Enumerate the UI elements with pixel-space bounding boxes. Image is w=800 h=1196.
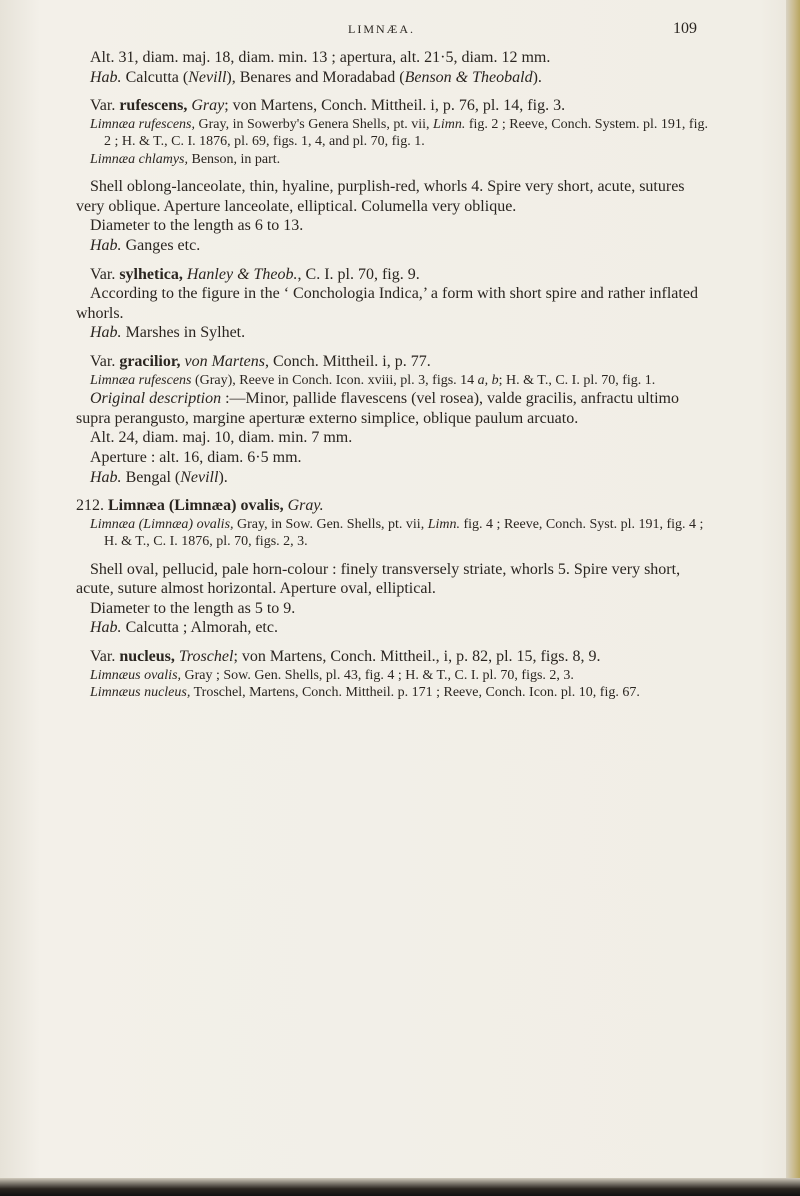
paragraph-b20 (76, 560, 716, 599)
text-run: Benson & Theobald (404, 68, 533, 86)
text-run: Troschel, Martens, Conch. Mittheil. p. 171 ; Reeve, Conch. Icon. pl. 10, fig. 67. (190, 685, 640, 701)
paragraph-b21 (76, 599, 716, 619)
paragraph-b4 (76, 116, 716, 151)
text-run: Original description (90, 390, 222, 408)
page-body (76, 48, 716, 702)
text-run: Troschel (178, 648, 234, 666)
text-run: Benson, in part. (188, 151, 281, 167)
text-run: Diameter to the length as 6 to 13. (90, 217, 304, 235)
paragraph-b13 (76, 372, 716, 390)
text-run: Limnæa (Limnæa) ovalis, (108, 497, 284, 515)
text-run: ; H. & T., C. I. pl. 70, fig. 1. (498, 372, 656, 388)
text-run: ). (532, 68, 542, 86)
text-run: Var. (90, 353, 120, 371)
text-run: Marshes in Sylhet. (121, 324, 246, 342)
running-head: LIMNÆA. (348, 22, 415, 36)
text-run: According to the figure in the ‘ Conchologia Indica,’ a form with short spire and rather inflated whorls. (76, 285, 698, 322)
text-run: Limn. (433, 116, 466, 132)
text-run: :—Minor, pallide flavescens (vel rosea), valde gracilis, anfractu ultimo supra perangusto, margine aperturæ externo simplice, oblique paulum arcuato. (76, 390, 679, 427)
text-run: Limnæa rufescens (90, 372, 192, 388)
paragraph-b24 (76, 667, 716, 685)
text-run: nucleus, (119, 648, 175, 666)
text-run: , C. I. pl. 70, fig. 9. (297, 265, 420, 283)
paragraph-b11 (76, 323, 716, 343)
paragraph-b8 (76, 236, 716, 256)
paragraph-b3 (76, 96, 716, 116)
text-run: Limn. (427, 516, 460, 532)
paragraph-b5 (76, 151, 716, 169)
text-run: a, b (477, 372, 499, 388)
text-run: Gray. (287, 497, 324, 515)
text-run: fig. 4 ; Reeve, Conch. Syst. pl. 191, fig. 4 ; H. & T., C. I. 1876, pl. 70, figs. 2, 3. (104, 516, 704, 550)
text-run: Calcutta ; Almorah, etc. (121, 619, 278, 637)
paragraph-b14 (76, 389, 716, 428)
text-run: Shell oblong-lanceolate, thin, hyaline, purplish-red, whorls 4. Spire very short, acute, sutures very oblique. Aperture lanceolate, elliptical. Columella very oblique. (76, 178, 685, 215)
text-run: Ganges etc. (121, 237, 201, 255)
paragraph-b10 (76, 284, 716, 323)
paragraph-b2 (76, 68, 716, 88)
paragraph-b7 (76, 216, 716, 236)
text-run: ; von Martens, Conch. Mittheil. i, p. 76, pl. 14, fig. 3. (224, 97, 566, 115)
text-run: Hab. (90, 237, 122, 255)
paragraph-b16 (76, 448, 716, 468)
paragraph-b19 (76, 516, 716, 551)
text-run: Var. (90, 97, 120, 115)
paragraph-b15 (76, 428, 716, 448)
text-run: Var. (90, 648, 120, 666)
text-run: ). (218, 468, 228, 486)
text-run: Aperture : alt. 16, diam. 6·5 mm. (90, 448, 302, 466)
text-run: ), Benares and Moradabad ( (226, 68, 405, 86)
text-run: Var. (90, 265, 120, 283)
text-run: fig. 2 ; Reeve, Conch. System. pl. 191, fig. 2 ; H. & T., C. I. 1876, pl. 69, figs. 1, 4, and pl. 70, fig. 1. (104, 116, 708, 150)
text-run: Shell oval, pellucid, pale horn-colour : finely transversely striate, whorls 5. Spire very short, acute, suture almost horizontal. Aperture oval, elliptical. (76, 560, 681, 598)
paragraph-b17 (76, 468, 716, 488)
paragraph-b9 (76, 265, 716, 285)
text-run: Nevill (180, 468, 219, 486)
page-edge-right (786, 0, 800, 1196)
text-run: Limnæa (Limnæa) ovalis, (90, 516, 234, 532)
text-run: Limnæa chlamys, (90, 151, 188, 167)
paragraph-b12 (76, 352, 716, 372)
page-number: 109 (673, 20, 697, 37)
text-run: Limnæus nucleus, (90, 685, 191, 701)
text-run: , Conch. Mittheil. i, p. 77. (264, 353, 431, 371)
paragraph-b22 (76, 618, 716, 638)
text-run: Diameter to the length as 5 to 9. (90, 599, 296, 617)
text-run: Calcutta ( (121, 68, 189, 86)
text-run: Gray, in Sow. Gen. Shells, pt. vii, (233, 516, 428, 532)
text-run: Alt. 24, diam. maj. 10, diam. min. 7 mm. (90, 429, 353, 447)
paragraph-b25 (76, 684, 716, 702)
text-run: von Martens (184, 353, 265, 371)
text-run: Hanley & Theob. (186, 265, 298, 283)
text-run: Bengal ( (121, 468, 181, 486)
text-run: Nevill (188, 68, 227, 86)
page-header (0, 22, 800, 44)
paragraph-b1 (76, 48, 716, 68)
text-run: rufescens, (119, 97, 188, 115)
paragraph-b23 (76, 647, 716, 667)
text-run: Limnæa rufescens, (90, 116, 195, 132)
text-run: gracilior, (119, 353, 181, 371)
text-run: Gray, in Sowerby's Genera Shells, pt. vii, (195, 116, 434, 132)
text-run: Hab. (90, 324, 122, 342)
text-run: 212. (76, 497, 108, 515)
paragraph-b6 (76, 177, 716, 216)
paragraph-b18 (76, 496, 716, 516)
text-run: Limnæus ovalis, (90, 667, 182, 683)
text-run: (Gray), Reeve in Conch. Icon. xviii, pl. 3, figs. 14 (191, 372, 478, 388)
text-run: Hab. (90, 619, 122, 637)
text-run: Gray (191, 97, 225, 115)
text-run: Gray ; Sow. Gen. Shells, pl. 43, fig. 4 ; H. & T., C. I. pl. 70, figs. 2, 3. (181, 667, 574, 683)
text-run: sylhetica, (119, 265, 183, 283)
text-run: Alt. 31, diam. maj. 18, diam. min. 13 ; apertura, alt. 21·5, diam. 12 mm. (90, 49, 551, 66)
text-run: Hab. (90, 468, 122, 486)
page-edge-bottom (0, 1178, 800, 1196)
text-run: ; von Martens, Conch. Mittheil., i, p. 82, pl. 15, figs. 8, 9. (233, 648, 601, 666)
text-run: Hab. (90, 68, 122, 86)
